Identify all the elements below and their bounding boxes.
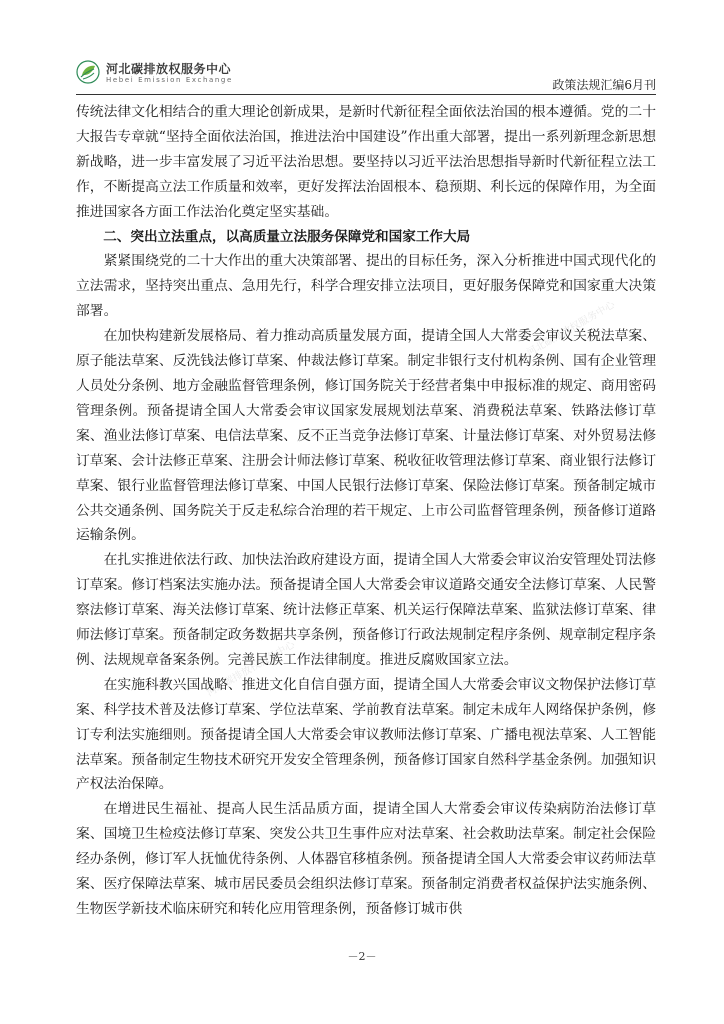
leaf-logo-icon: [76, 60, 100, 84]
paragraph: 紧紧围绕党的二十大作出的重大决策部署、提出的目标任务，深入分析推进中国式现代化的立法需求，坚持突出重点、急用先行，科学合理安排立法项目，更好服务保障党和国家重大决策部署。: [76, 253, 656, 320]
paragraph: 在增进民生福祉、提高人民生活品质方面，提请全国人大常委会审议传染病防治法修订草案、国境卫生检疫法修订草案、突发公共卫生事件应对法草案、社会救助法草案。制定社会保险经办条例，修订军人抚恤优待条例、人体器官移植条例。预备提请全国人大常委会审议药师法草案、医疗保障法草案、城市居民委员会组织法修订草案。预备制定消费者权益保护法实施条例、生物医学新技术临床研究和转化应用管理条例，预备修订城市供: [76, 801, 656, 917]
page-header: [76, 54, 656, 94]
watermark-text: 河北碳排放权服务中心: [204, 639, 298, 699]
paragraph-continued: 传统法律文化相结合的重大理论创新成果，是新时代新征程全面依法治国的根本遵循。党的二十大报告专章就“坚持全面依法治国，推进法治中国建设”作出重大部署，提出一系列新理念新思想新战略，进一步丰富发展了习近平法治思想。要坚持以习近平法治思想指导新时代新征程立法工作，不断提高立法工作质量和效率，更好发挥法治固根本、稳预期、利长远的保障作用，为全面推进国家各方面工作法治化奠定坚实基础。: [76, 104, 656, 220]
paragraph: 在扎实推进依法行政、加快法治政府建设方面，提请全国人大常委会审议治安管理处罚法修订草案。修订档案法实施办法。预备提请全国人大常委会审议道路交通安全法修订草案、人民警察法修订草案、海关法修订草案、统计法修正草案、机关运行保障法草案、监狱法修订草案、律师法修订草案。预备制定政务数据共享条例，预备修订行政法规制定程序条例、规章制定程序条例、法规规章备案条例。完善民族工作法律制度。推进反腐败国家立法。: [76, 552, 656, 668]
header-divider: [76, 94, 656, 95]
org-name-cn: 河北碳排放权服务中心: [106, 62, 232, 76]
document-body: [76, 100, 656, 922]
paragraph: 在加快构建新发展格局、着力推动高质量发展方面，提请全国人大常委会审议关税法草案、原子能法草案、反洗钱法修订草案、仲裁法修订草案。制定非银行支付机构条例、国有企业管理人员处分条例、地方金融监督管理条例，修订国务院关于经营者集中申报标准的规定、商用密码管理条例。预备提请全国人大常委会审议国家发展规划法草案、消费税法草案、铁路法修订草案、渔业法修订草案、电信法草案、反不正当竞争法修订草案、计量法修订草案、对外贸易法修订草案、会计法修正草案、注册会计师法修订草案、税收征收管理法修订草案、商业银行法修订草案、银行业监督管理法修订草案、中国人民银行法修订草案、保险法修订草案。预备制定城市公共交通条例、国务院关于反走私综合治理的若干规定、上市公司监督管理条例，预备修订道路运输条例。: [76, 328, 656, 544]
page-number: －2－: [347, 950, 377, 963]
paragraph: 在实施科教兴国战略、推进文化自信自强方面，提请全国人大常委会审议文物保护法修订草案、科学技术普及法修订草案、学位法草案、学前教育法草案。制定未成年人网络保护条例，修订专利法实施细则。预备提请全国人大常委会审议教师法修订草案、广播电视法草案、人工智能法草案。预备制定生物技术研究开发安全管理条例，预备修订国家自然科学基金条例。加强知识产权法治保障。: [76, 676, 656, 793]
issue-title: 政策法规汇编6月刊: [552, 78, 656, 92]
org-name-en: Hebei Emission Exchange: [106, 76, 233, 84]
watermark-text: 河北碳排放权服务中心: [524, 299, 618, 359]
section-heading: 二、突出立法重点，以高质量立法服务保障党和国家工作大局: [103, 228, 471, 245]
